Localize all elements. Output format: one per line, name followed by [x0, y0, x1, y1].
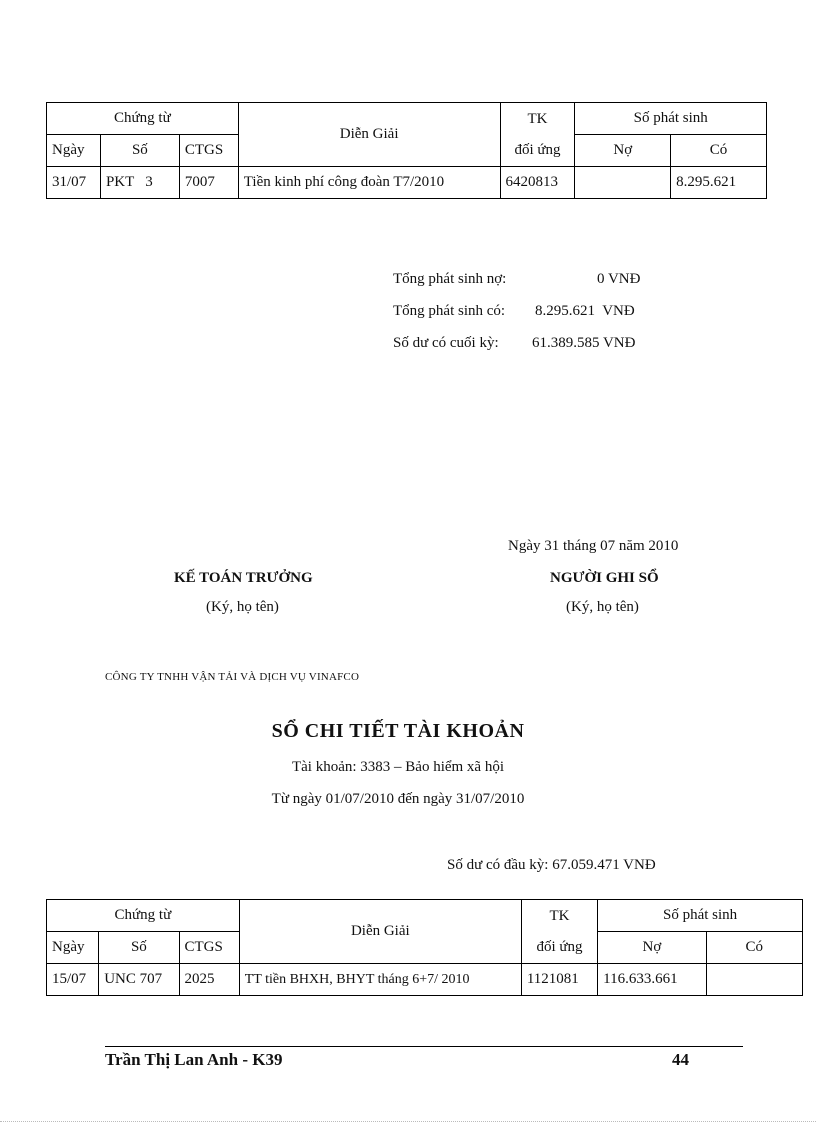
- cell-co: 8.295.621: [671, 167, 767, 199]
- account-line: Tài khoản: 3383 – Bảo hiểm xã hội: [291, 759, 505, 775]
- footer-author: Trần Thị Lan Anh - K39: [105, 1050, 283, 1069]
- header-no: Nợ: [575, 135, 671, 167]
- cell-co: [706, 964, 802, 996]
- signature-date: Ngày 31 tháng 07 năm 2010: [508, 538, 679, 554]
- ledger-table-2: [46, 899, 803, 996]
- header-tk-line1: TK: [527, 110, 548, 127]
- header-chung-tu: Chứng từ: [47, 103, 239, 135]
- cell-ctgs: 2025: [179, 964, 239, 996]
- company-name: CÔNG TY TNHH VẬN TẢI VÀ DỊCH VỤ VINAFCO: [105, 671, 360, 683]
- cell-dien-giai: TT tiền BHXH, BHYT tháng 6+7/ 2010: [239, 964, 521, 996]
- header-tk-doi-ung: [500, 103, 575, 167]
- summary-co-value: 8.295.621 VNĐ: [535, 303, 635, 319]
- summary-du-label: Số dư có cuối kỳ:: [393, 335, 499, 351]
- signature-left-title: KẾ TOÁN TRƯỞNG: [174, 570, 313, 586]
- cell-dien-giai: Tiền kinh phí công đoàn T7/2010: [238, 167, 500, 199]
- summary-co-label: Tổng phát sinh có:: [393, 303, 506, 319]
- summary-no-value: 0 VNĐ: [597, 271, 641, 287]
- table-row: [47, 964, 803, 996]
- header-ctgs: CTGS: [179, 932, 239, 964]
- ledger-table-1: [46, 102, 767, 199]
- cell-ngay: 15/07: [47, 964, 99, 996]
- header-no: Nợ: [598, 932, 706, 964]
- footer-divider: [105, 1046, 743, 1047]
- period-line: Từ ngày 01/07/2010 đến ngày 31/07/2010: [271, 791, 525, 807]
- table-header-row: [47, 103, 767, 135]
- header-tk-line2: đối ứng: [536, 938, 583, 955]
- header-dien-giai: Diễn Giải: [239, 900, 521, 964]
- header-co: Có: [706, 932, 802, 964]
- header-ngay: Ngày: [47, 135, 101, 167]
- header-ctgs: CTGS: [179, 135, 238, 167]
- header-so: Số: [99, 932, 179, 964]
- table-header-row: [47, 900, 803, 932]
- cell-ngay: 31/07: [47, 167, 101, 199]
- summary-du-value: 61.389.585 VNĐ: [532, 335, 636, 351]
- cell-tk: 6420813: [500, 167, 575, 199]
- header-tk-doi-ung: [521, 900, 597, 964]
- page-edge-line: [0, 1121, 816, 1122]
- header-dien-giai: Diễn Giải: [238, 103, 500, 167]
- ledger-title: SỔ CHI TIẾT TÀI KHOẢN: [271, 720, 525, 742]
- cell-tk: 1121081: [521, 964, 597, 996]
- header-so-phat-sinh: Số phát sinh: [575, 103, 767, 135]
- cell-so: UNC 707: [99, 964, 179, 996]
- cell-ctgs: 7007: [179, 167, 238, 199]
- table-row: [47, 167, 767, 199]
- footer-page-number: 44: [672, 1050, 689, 1069]
- signature-right-sub: (Ký, họ tên): [566, 599, 639, 615]
- header-chung-tu: Chứng từ: [47, 900, 240, 932]
- signature-right-title: NGƯỜI GHI SỔ: [550, 570, 659, 586]
- cell-no: [575, 167, 671, 199]
- summary-no-label: Tổng phát sinh nợ:: [393, 271, 507, 287]
- signature-left-sub: (Ký, họ tên): [206, 599, 279, 615]
- cell-so: PKT 3: [100, 167, 179, 199]
- header-tk-line2: đối ứng: [514, 141, 561, 158]
- header-so: Số: [100, 135, 179, 167]
- header-so-phat-sinh: Số phát sinh: [598, 900, 803, 932]
- opening-balance: Số dư có đầu kỳ: 67.059.471 VNĐ: [447, 857, 656, 873]
- header-ngay: Ngày: [47, 932, 99, 964]
- cell-no: 116.633.661: [598, 964, 706, 996]
- header-tk-line1: TK: [549, 907, 570, 924]
- header-co: Có: [671, 135, 767, 167]
